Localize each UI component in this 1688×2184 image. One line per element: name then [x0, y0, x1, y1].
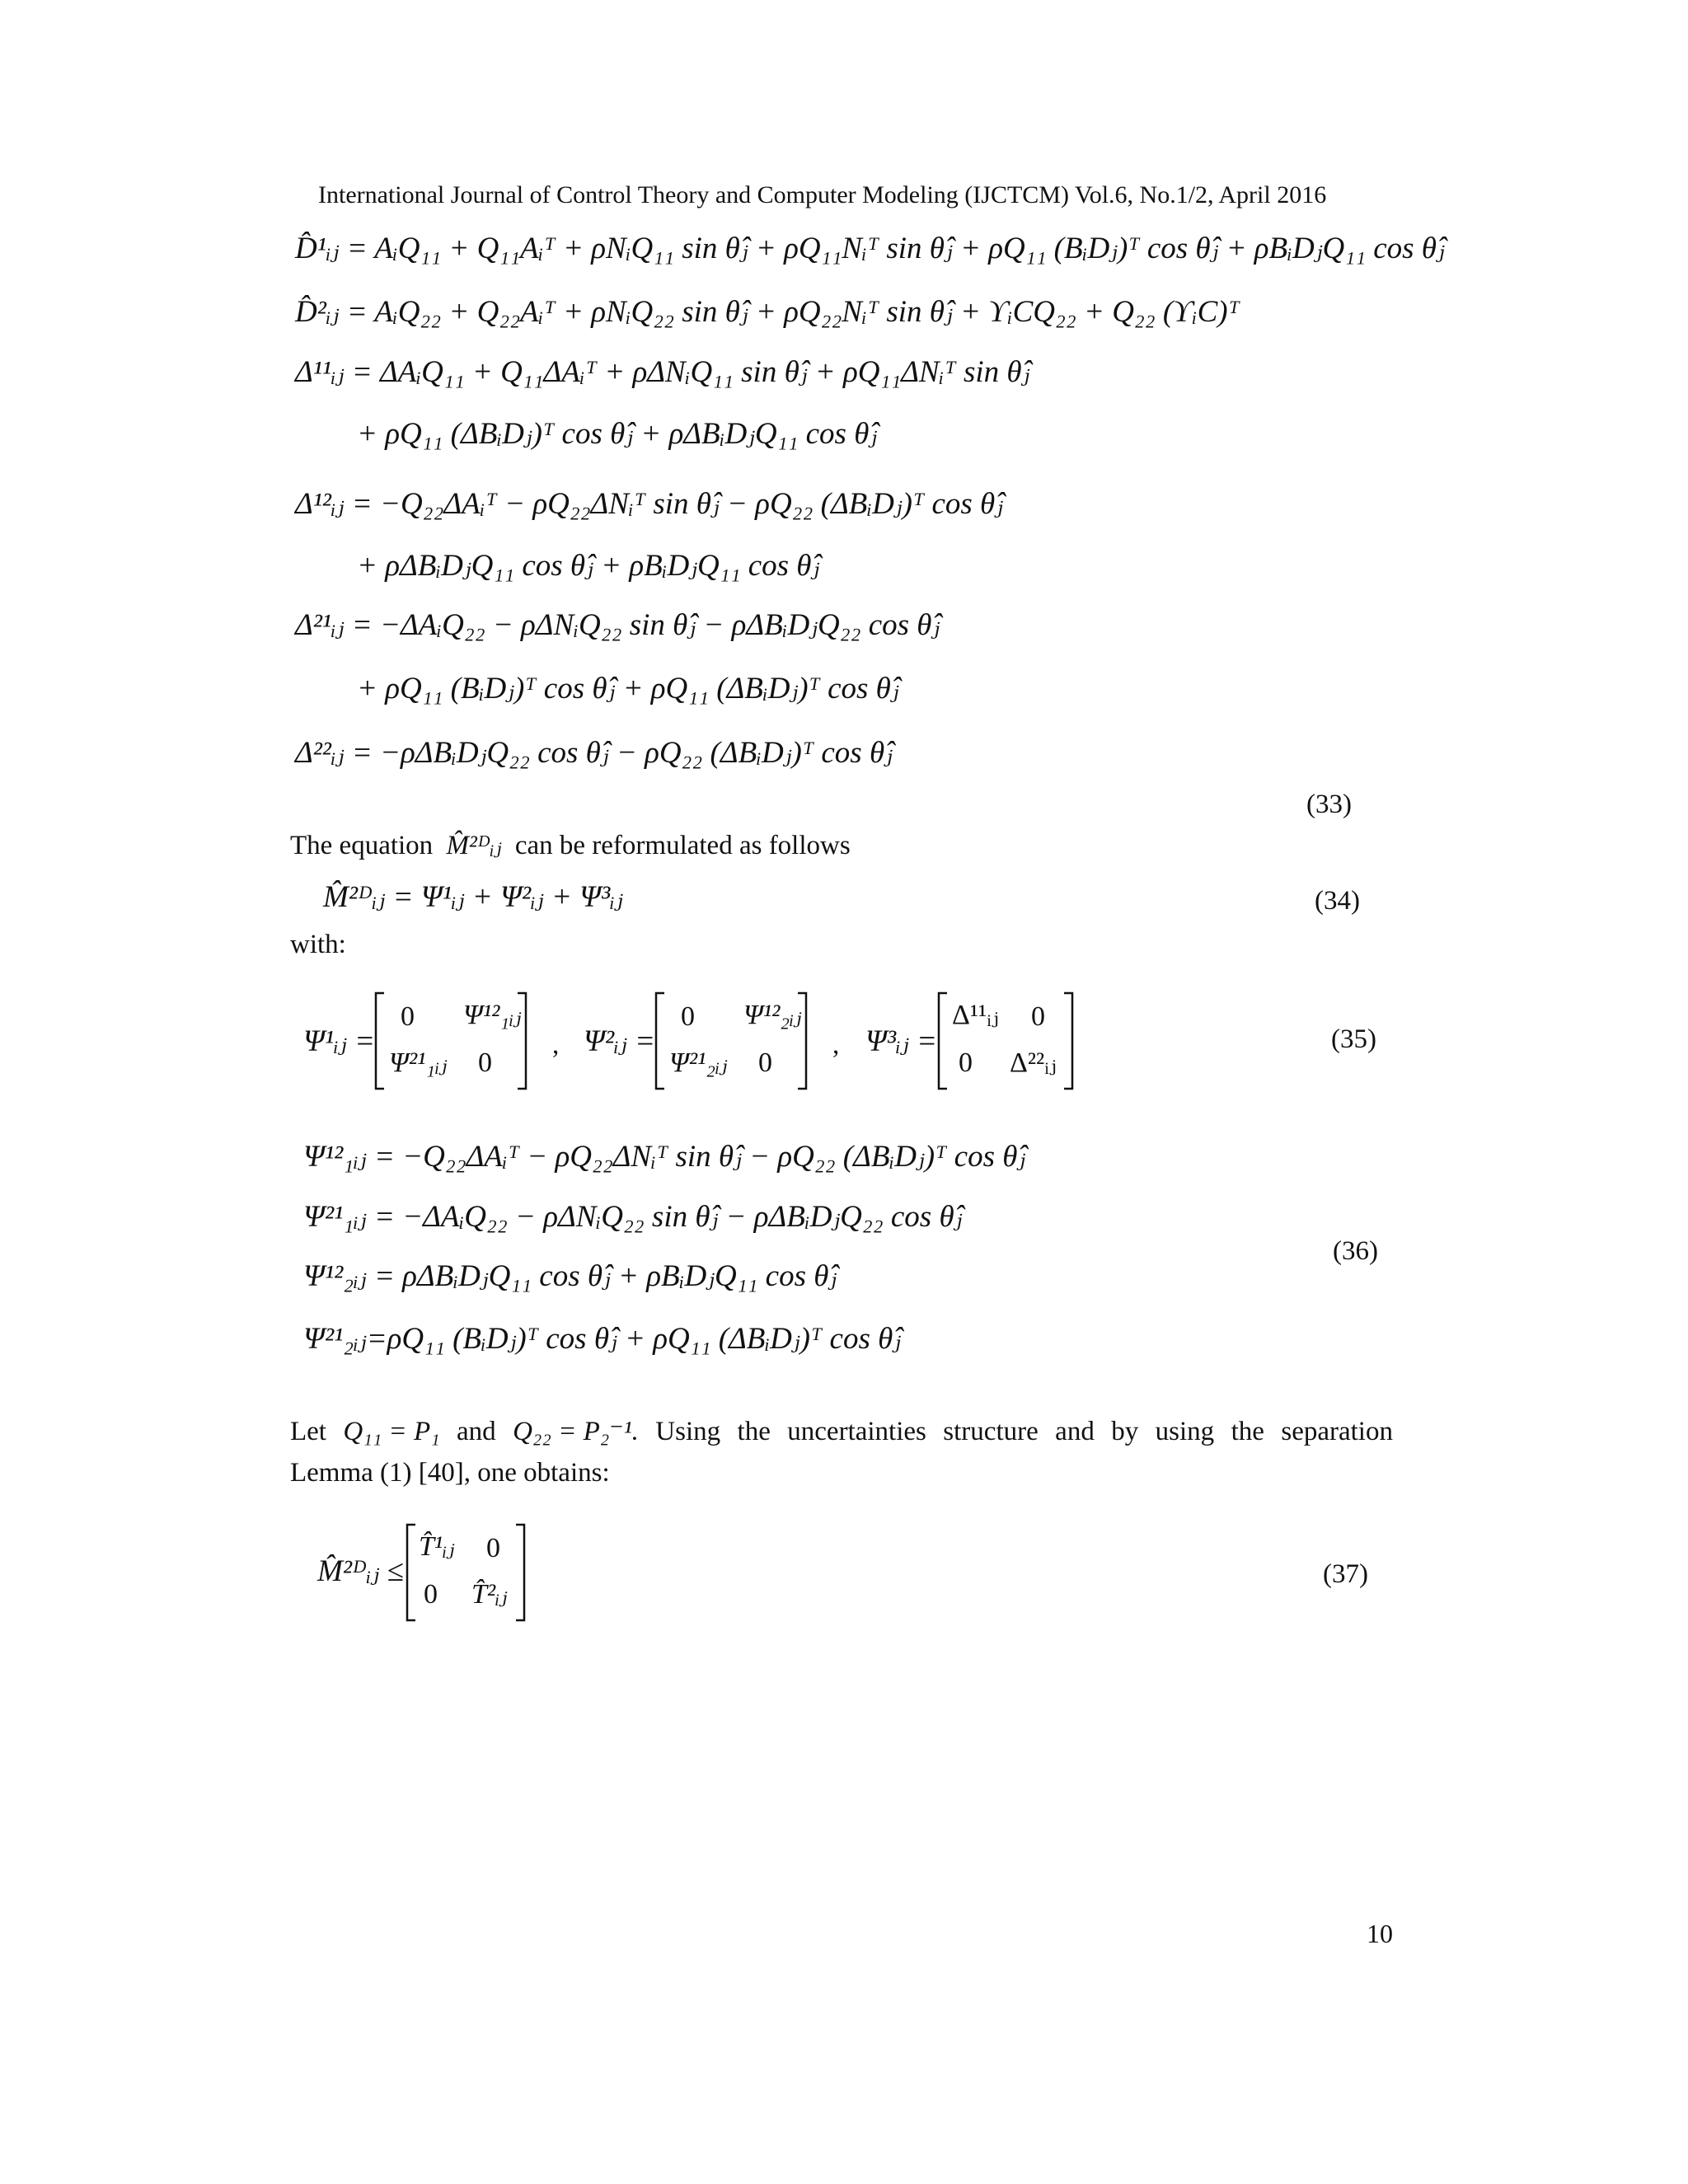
let-word-2: Q₁₁ = P₁	[343, 1417, 440, 1446]
let-word-12: the	[1231, 1417, 1264, 1446]
psi3-label: Ψ³ᵢⱼ =	[865, 1024, 937, 1058]
equation-delta11-line2: + ρQ₁₁ (ΔBᵢDⱼ)ᵀ cos θ̂ⱼ + ρΔBᵢDⱼQ₁₁ cos θ̂ⱼ	[357, 417, 878, 451]
let-word-8: structure	[943, 1417, 1039, 1446]
equation-m2d: M̂²ᴰᵢⱼ = Ψ¹ᵢⱼ + Ψ²ᵢⱼ + Ψ³ᵢⱼ	[323, 880, 623, 914]
psi2-cell-12: Ψ¹²₂ᵢⱼ	[743, 1000, 802, 1030]
equation-delta11-line1: Δ¹¹ᵢⱼ = ΔAᵢQ₁₁ + Q₁₁ΔAᵢᵀ + ρΔNᵢQ₁₁ sin θ̂ⱼ + ρQ₁₁ΔNᵢᵀ sin θ̂ⱼ	[295, 355, 1030, 389]
reformulate-symbol: M̂²ᴰᵢⱼ	[446, 831, 502, 860]
let-word-10: by	[1111, 1417, 1139, 1446]
psi3-cell-11: Δ¹¹ᵢⱼ	[952, 1000, 999, 1030]
psi2-label: Ψ²ᵢⱼ =	[584, 1024, 655, 1058]
t-hat-cell-12: 0	[486, 1533, 500, 1563]
psi3-matrix	[935, 991, 1076, 1090]
psi2-matrix	[653, 991, 809, 1090]
let-paragraph-line1	[290, 1411, 1393, 1452]
equation-number-33: (33)	[1306, 790, 1352, 819]
psi3-cell-21: 0	[959, 1047, 973, 1078]
t-hat-cell-11: T̂¹ᵢⱼ	[419, 1531, 455, 1562]
let-word-6: the	[737, 1417, 771, 1446]
reformulate-pre: The equation	[290, 831, 434, 860]
with-label: with:	[290, 930, 346, 959]
psi1-cell-21: Ψ²¹₁ᵢⱼ	[389, 1047, 448, 1078]
equation-number-35: (35)	[1331, 1024, 1376, 1054]
psi1-cell-22: 0	[478, 1047, 492, 1078]
psi1-matrix	[373, 991, 529, 1090]
journal-header: International Journal of Control Theory and Computer Modeling (IJCTCM) Vol.6, No.1/2, April 2016	[318, 181, 1327, 209]
t-hat-matrix	[404, 1523, 528, 1622]
equation-number-36: (36)	[1333, 1236, 1378, 1266]
psi1-label: Ψ¹ᵢⱼ =	[303, 1024, 375, 1058]
reformulate-sentence	[290, 828, 851, 861]
let-word-11: using	[1155, 1417, 1215, 1446]
equation-delta22: Δ²²ᵢⱼ = −ρΔBᵢDⱼQ₂₂ cos θ̂ⱼ − ρQ₂₂ (ΔBᵢDⱼ)ᵀ cos θ̂ⱼ	[295, 736, 893, 770]
t-hat-cell-22: T̂²ᵢⱼ	[471, 1579, 508, 1610]
equation-psi12-1: Ψ¹²₁ᵢⱼ = −Q₂₂ΔAᵢᵀ − ρQ₂₂ΔNᵢᵀ sin θ̂ⱼ − ρQ₂₂ (ΔBᵢDⱼ)ᵀ cos θ̂ⱼ	[303, 1140, 1026, 1174]
t-hat-cell-21: 0	[424, 1579, 438, 1610]
let-word-9: and	[1055, 1417, 1095, 1446]
matrix-separator-2: ,	[832, 1030, 840, 1060]
equation-psi12-2: Ψ¹²₂ᵢⱼ = ρΔBᵢDⱼQ₁₁ cos θ̂ⱼ + ρBᵢDⱼQ₁₁ cos θ̂ⱼ	[303, 1259, 837, 1293]
psi3-cell-22: Δ²²ᵢⱼ	[1010, 1047, 1057, 1078]
equation-delta12-line2: + ρΔBᵢDⱼQ₁₁ cos θ̂ⱼ + ρBᵢDⱼQ₁₁ cos θ̂ⱼ	[357, 549, 820, 583]
let-word-3: and	[457, 1417, 496, 1446]
psi2-cell-21: Ψ²¹₂ᵢⱼ	[669, 1047, 728, 1078]
let-paragraph-line2: Lemma (1) [40], one obtains:	[290, 1458, 610, 1488]
psi2-cell-11: 0	[681, 1001, 695, 1032]
equation-d1: D̂¹ᵢⱼ = AᵢQ₁₁ + Q₁₁Aᵢᵀ + ρNᵢQ₁₁ sin θ̂ⱼ + ρQ₁₁Nᵢᵀ sin θ̂ⱼ + ρQ₁₁ (BᵢDⱼ)ᵀ cos θ̂ⱼ + ρBᵢDⱼQ₁₁ cos θ̂ⱼ	[295, 232, 1445, 265]
let-word-5: Using	[655, 1417, 721, 1446]
let-word-1: Let	[290, 1417, 326, 1446]
let-word-13: separation	[1281, 1417, 1393, 1446]
equation-delta21-line1: Δ²¹ᵢⱼ = −ΔAᵢQ₂₂ − ρΔNᵢQ₂₂ sin θ̂ⱼ − ρΔBᵢDⱼQ₂₂ cos θ̂ⱼ	[295, 608, 940, 642]
equation-number-37: (37)	[1323, 1559, 1368, 1589]
psi3-cell-12: 0	[1031, 1001, 1045, 1032]
equation-psi21-2: Ψ²¹₂ᵢⱼ=ρQ₁₁ (BᵢDⱼ)ᵀ cos θ̂ⱼ + ρQ₁₁ (ΔBᵢDⱼ)ᵀ cos θ̂ⱼ	[303, 1322, 902, 1356]
m2d-inequality-label: M̂²ᴰᵢⱼ ≤	[317, 1554, 404, 1588]
equation-number-34: (34)	[1315, 886, 1360, 916]
let-word-7: uncertainties	[787, 1417, 926, 1446]
reformulate-post: can be reformulated as follows	[514, 831, 851, 860]
equation-psi21-1: Ψ²¹₁ᵢⱼ = −ΔAᵢQ₂₂ − ρΔNᵢQ₂₂ sin θ̂ⱼ − ρΔBᵢDⱼQ₂₂ cos θ̂ⱼ	[303, 1200, 963, 1234]
equation-d2: D̂²ᵢⱼ = AᵢQ₂₂ + Q₂₂Aᵢᵀ + ρNᵢQ₂₂ sin θ̂ⱼ + ρQ₂₂Nᵢᵀ sin θ̂ⱼ + ϒᵢCQ₂₂ + Q₂₂ (ϒᵢC)ᵀ	[295, 295, 1240, 329]
equation-delta12-line1: Δ¹²ᵢⱼ = −Q₂₂ΔAᵢᵀ − ρQ₂₂ΔNᵢᵀ sin θ̂ⱼ − ρQ₂₂ (ΔBᵢDⱼ)ᵀ cos θ̂ⱼ	[295, 487, 1004, 521]
equation-delta21-line2: + ρQ₁₁ (BᵢDⱼ)ᵀ cos θ̂ⱼ + ρQ₁₁ (ΔBᵢDⱼ)ᵀ cos θ̂ⱼ	[357, 672, 899, 705]
psi1-cell-12: Ψ¹²₁ᵢⱼ	[463, 1000, 522, 1030]
matrix-separator-1: ,	[552, 1030, 560, 1060]
page-number: 10	[1367, 1919, 1393, 1948]
let-word-4: Q₂₂ = P₂⁻¹.	[513, 1417, 639, 1446]
psi1-cell-11: 0	[401, 1001, 415, 1032]
psi2-cell-22: 0	[758, 1047, 772, 1078]
